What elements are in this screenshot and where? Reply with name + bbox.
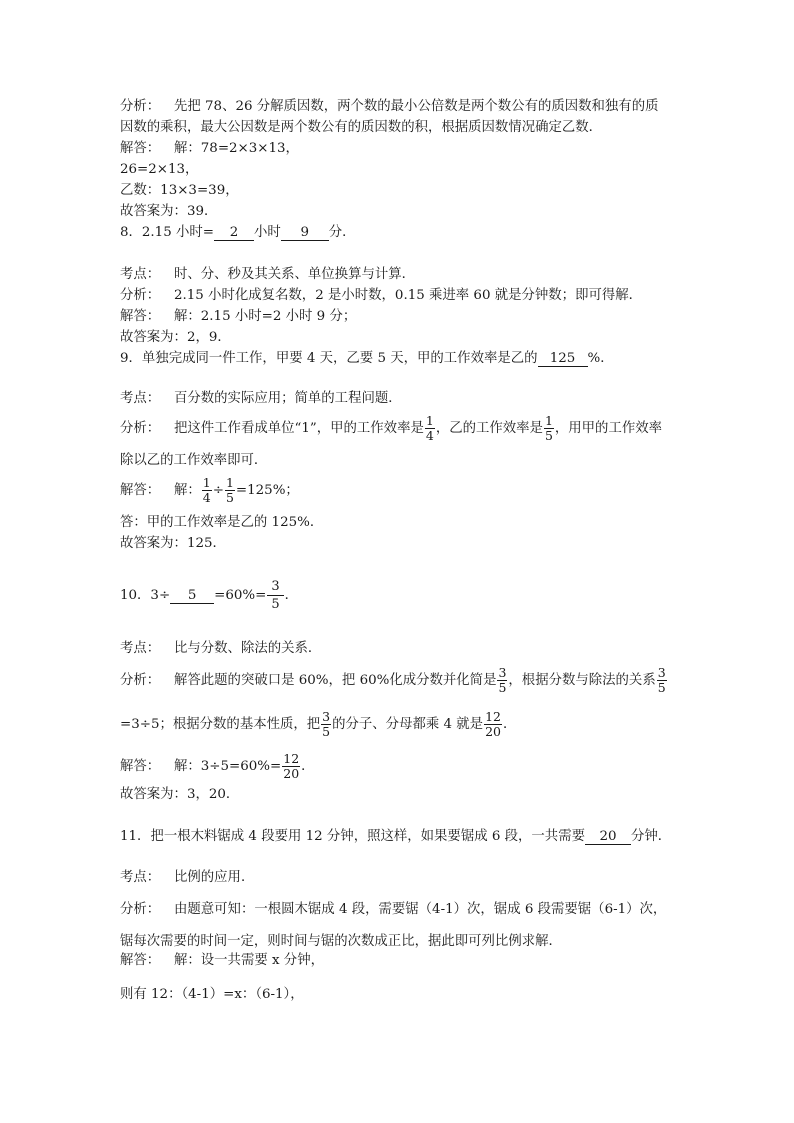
q9-analysis-line2: 除以乙的工作效率即可．	[120, 453, 268, 468]
fraction-one-fourth	[425, 414, 435, 443]
q7-answer-line3: 乙数：13×3=39，	[120, 183, 239, 198]
q9-analysis-post: ，用甲的工作效率	[554, 421, 663, 436]
fraction-denominator: 5	[271, 597, 280, 612]
q10-stem-mid: =60%=	[214, 588, 267, 603]
topic-label: 考点：	[120, 870, 161, 885]
q7-final-answer: 故答案为：39．	[120, 204, 218, 219]
q10-answer-pre: 解：3÷5=60%=	[174, 759, 282, 774]
q11-analysis-text1: 由题意可知：一根圆木锯成 4 段，需要锯（4-1）次，锯成 6 段需要锯（6-1）次，	[174, 902, 667, 917]
answer-label: 解答：	[120, 759, 161, 774]
q9-answer-line2: 答：甲的工作效率是乙的 125%．	[120, 515, 324, 530]
q10-analysis-2-post: ．	[502, 717, 517, 732]
q11-analysis-line2: 锯每次需要的时间一定，则时间与锯的次数成正比，据此即可列比例求解．	[120, 934, 562, 949]
fraction-numerator: 12	[283, 751, 300, 766]
q7-analysis-line1	[120, 98, 658, 116]
analysis-label: 分析：	[120, 902, 161, 917]
division-sign: ÷	[212, 483, 224, 498]
q11-blank: 20	[585, 830, 631, 845]
answer-label: 解答：	[120, 141, 161, 156]
answer-label: 解答：	[120, 953, 161, 968]
q10-topic-text: 比与分数、除法的关系．	[174, 641, 322, 656]
q8-answer	[120, 308, 356, 326]
q10-answer	[120, 752, 315, 781]
q8-blank-minutes: 9	[281, 226, 329, 241]
fraction-denominator: 5	[322, 724, 331, 739]
fraction-twelve-twentieths	[484, 710, 502, 739]
topic-label: 考点：	[120, 267, 161, 282]
q10-stem-pre: 10．3÷	[120, 588, 171, 603]
fraction-numerator: 1	[202, 475, 211, 490]
q9-stem-post: %．	[587, 351, 614, 366]
q10-analysis-pre: 解答此题的突破口是 60%，把 60%化成分数并化简是	[174, 673, 497, 688]
q8-analysis-text: 2.15 小时化成复名数，2 是小时数，0.15 乘进率 60 就是分钟数；即可得解．	[174, 288, 643, 303]
fraction-numerator: 1	[225, 475, 234, 490]
fraction-denominator: 20	[283, 766, 300, 781]
analysis-label: 分析：	[120, 421, 161, 436]
q11-stem-post: 分钟．	[630, 829, 672, 844]
fraction-denominator: 4	[425, 428, 434, 443]
analysis-label: 分析：	[120, 288, 161, 303]
fraction-denominator: 20	[485, 724, 501, 739]
q7-analysis-line2: 因数的乘积，最大公因数是两个数公有的质因数的积，根据质因数情况确定乙数．	[120, 120, 603, 135]
fraction-three-fifths	[657, 666, 667, 695]
q8-stem-mid: 小时	[253, 225, 281, 240]
topic-label: 考点：	[120, 391, 161, 406]
q10-blank: 5	[170, 589, 214, 604]
q8-stem	[120, 224, 356, 242]
q11-stem	[120, 828, 671, 846]
q8-answer-text: 解：2.15 小时=2 小时 9 分；	[174, 309, 357, 324]
q9-final-answer: 故答案为：125．	[120, 536, 226, 551]
q9-analysis-mid: ，乙的工作效率是	[435, 421, 543, 436]
q9-analysis-line1	[120, 414, 662, 443]
q9-answer-line1	[120, 476, 299, 505]
fraction-one-fifth	[225, 476, 235, 505]
fraction-denominator: 5	[225, 490, 234, 505]
fraction-numerator: 3	[657, 665, 666, 680]
analysis-label: 分析：	[120, 673, 161, 688]
fraction-denominator: 5	[498, 680, 507, 695]
q10-stem	[120, 578, 298, 613]
fraction-numerator: 3	[322, 709, 331, 724]
fraction-three-fifths	[321, 710, 331, 739]
q10-analysis-line1	[120, 666, 668, 695]
q7-answer-line1	[120, 140, 299, 158]
q11-answer-line1	[120, 952, 324, 970]
fraction-three-fifths	[497, 666, 507, 695]
fraction-numerator: 3	[498, 665, 507, 680]
fraction-denominator: 5	[544, 428, 553, 443]
q10-answer-post: ．	[301, 759, 315, 774]
q10-analysis-mid: ，根据分数与除法的关系	[508, 673, 656, 688]
q8-blank-hours: 2	[214, 226, 254, 241]
q11-stem-pre: 11．把一根木料锯成 4 段要用 12 分钟，照这样，如果要锯成 6 段，一共需要	[120, 829, 585, 844]
q8-stem-pre: 8．2.15 小时=	[120, 225, 214, 240]
q9-answer-pre: 解：	[174, 483, 201, 498]
q9-blank: 125	[538, 352, 588, 367]
q7-answer-line2: 26=2×13，	[120, 162, 199, 177]
fraction-denominator: 5	[657, 680, 666, 695]
fraction-numerator: 1	[544, 413, 553, 428]
q7-answer-text1: 解：78=2×3×13，	[174, 141, 299, 156]
topic-label: 考点：	[120, 641, 161, 656]
q8-topic	[120, 266, 415, 284]
fraction-denominator: 4	[202, 490, 211, 505]
analysis-label: 分析：	[120, 99, 161, 114]
answer-label: 解答：	[120, 483, 161, 498]
q11-topic	[120, 869, 254, 887]
q11-analysis-line1	[120, 901, 666, 919]
q9-answer-post: =125%；	[235, 483, 299, 498]
q10-analysis-line2	[120, 710, 516, 739]
q7-analysis-text1: 先把 78、26 分解质因数，两个数的最小公倍数是两个数公有的质因数和独有的质	[174, 99, 659, 114]
fraction-numerator: 12	[485, 709, 501, 724]
fraction-numerator: 1	[425, 413, 434, 428]
q10-topic	[120, 640, 321, 658]
q9-stem-pre: 9．单独完成同一件工作，甲要 4 天，乙要 5 天，甲的工作效率是乙的	[120, 351, 538, 366]
answer-label: 解答：	[120, 309, 161, 324]
q10-analysis-2-mid: 的分子、分母都乘 4 就是	[332, 717, 484, 732]
q10-analysis-2-pre: =3÷5；根据分数的基本性质，把	[120, 717, 321, 732]
q8-stem-post: 分．	[328, 225, 356, 240]
q9-analysis-pre: 把这件工作看成单位“1”，甲的工作效率是	[174, 421, 424, 436]
q11-topic-text: 比例的应用．	[174, 870, 255, 885]
q8-analysis	[120, 287, 642, 305]
q9-topic-text: 百分数的实际应用；简单的工程问题．	[174, 391, 402, 406]
fraction-one-fourth	[202, 476, 212, 505]
q11-answer-line2: 则有 12：（4-1）=x：（6-1），	[120, 987, 304, 1002]
q10-stem-fraction	[267, 578, 283, 613]
q9-topic	[120, 390, 402, 408]
fraction-numerator: 3	[267, 578, 283, 596]
q10-final-answer: 故答案为：3，20．	[120, 787, 240, 802]
q8-final-answer: 故答案为：2，9．	[120, 330, 231, 345]
fraction-twelve-twentieths	[282, 752, 300, 781]
fraction-one-fifth	[544, 414, 554, 443]
q10-stem-post: ．	[284, 588, 299, 603]
q8-topic-text: 时、分、秒及其关系、单位换算与计算．	[174, 267, 416, 282]
q11-answer-text1: 解：设一共需要 x 分钟，	[174, 953, 324, 968]
q9-stem	[120, 350, 614, 368]
